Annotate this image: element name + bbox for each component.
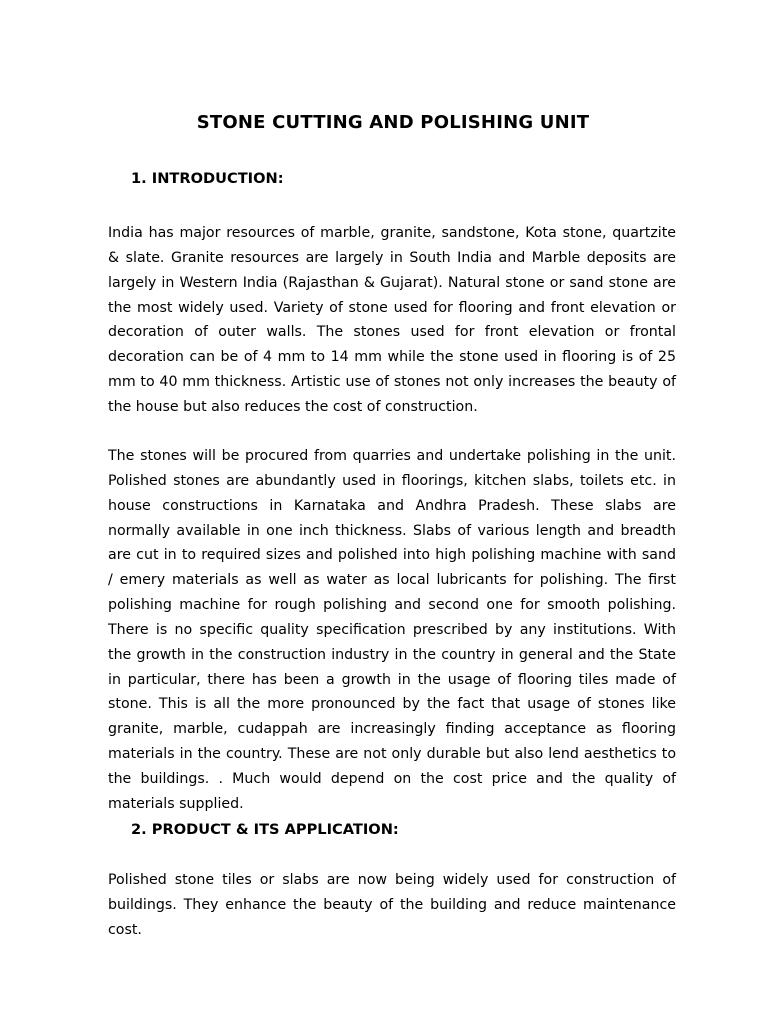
section-heading-product-application: 2. PRODUCT & ITS APPLICATION: [131, 821, 399, 838]
section-heading-introduction: 1. INTRODUCTION: [131, 170, 284, 187]
product-application-paragraph: Polished stone tiles or slabs are now being widely used for construction of buildings. They enhance the beauty of the building and reduce maintenance cost. [108, 872, 676, 938]
document-title: STONE CUTTING AND POLISHING UNIT [196, 112, 590, 133]
introduction-paragraph-2: The stones will be procured from quarries and undertake polishing in the unit. Polished stones are abundantly used in floorings, kitchen slabs, toilets etc. in house constructions in Karnataka and Andhra Pradesh. These slabs are normally available in one inch thickness. Slabs of various length and breadth are cut in to required sizes and polished into high polishing machine with sand / emery materials as well as water as local lubricants for polishing. The first polishing machine for rough polishing and second one for smooth polishing. There is no specific quality specification prescribed by any institutions. With the growth in the construction industry in the country in general and the State in particular, there has been a growth in the usage of flooring tiles made of stone. This is all the more pronounced by the fact that usage of stones like granite, marble, cudappah are increasingly finding acceptance as flooring materials in the country. These are not only durable but also lend aesthetics to the buildings. . Much would depend on the cost price and the quality of materials supplied. [108, 448, 676, 812]
introduction-paragraph-1: India has major resources of marble, granite, sandstone, Kota stone, quartzite & slate. Granite resources are largely in South India and Marble deposits are largely in Western India (Rajasthan & Gujarat). Natural stone or sand stone are the most widely used. Variety of stone used for flooring and front elevation or decoration of outer walls. The stones used for front elevation or frontal decoration can be of 4 mm to 14 mm while the stone used in flooring is of 25 mm to 40 mm thickness. Artistic use of stones not only increases the beauty of the house but also reduces the cost of construction. [108, 225, 676, 415]
